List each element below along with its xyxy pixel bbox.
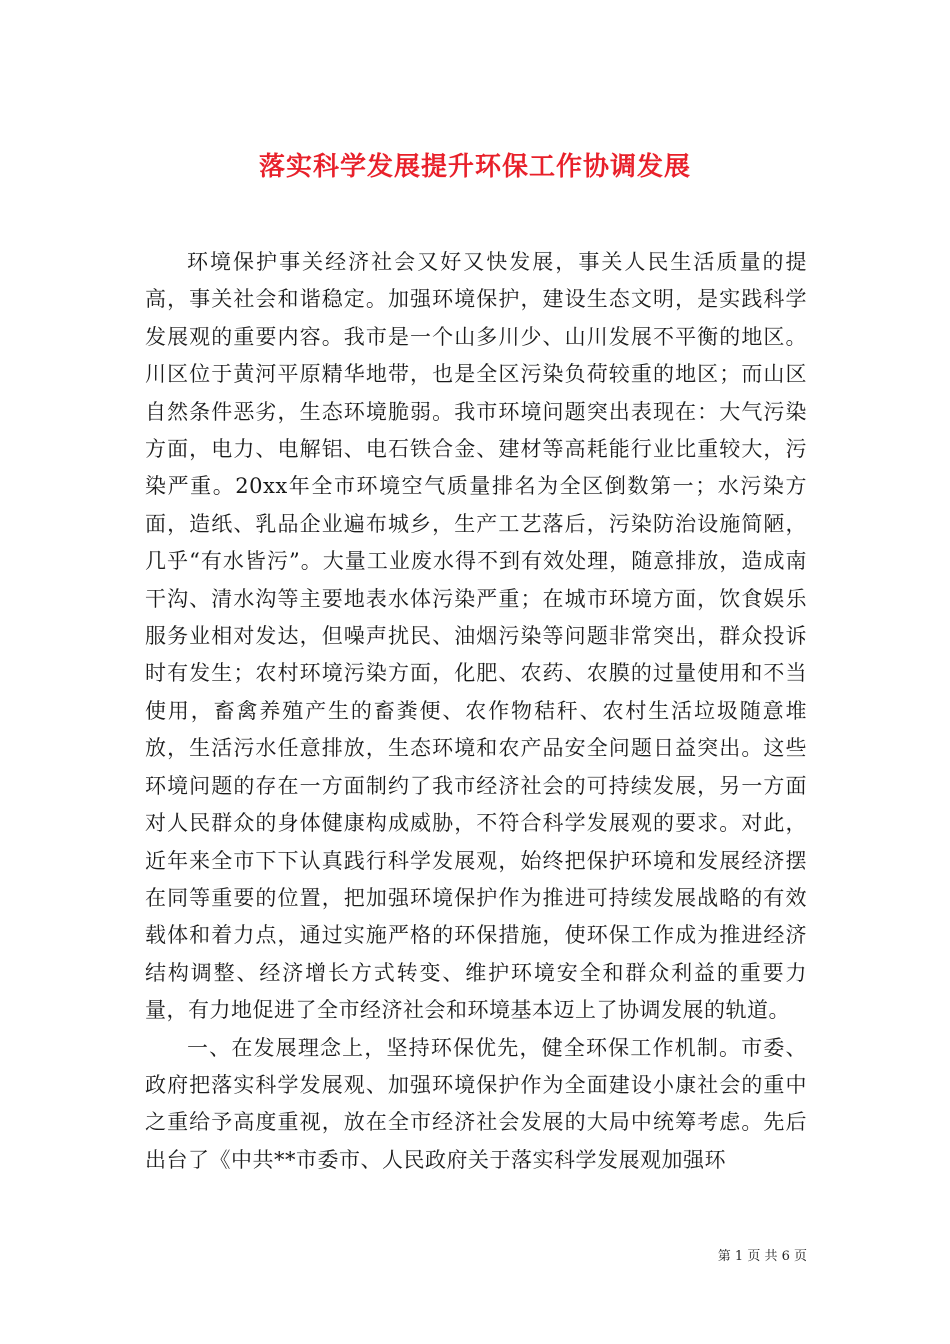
document-body [145, 244, 807, 1179]
paragraph-section-1: 一、在发展理念上，坚持环保优先，健全环保工作机制。市委、政府把落实科学发展观、加强环境保护作为全面建设小康社会的重中之重给予高度重视，放在全市经济社会发展的大局中统筹考虑。先后出台了《中共**市委市、人民政府关于落实科学发展观加强环 [145, 1035, 807, 1172]
document-title: 落实科学发展提升环保工作协调发展 [258, 152, 691, 183]
paragraph-intro: 环境保护事关经济社会又好又快发展，事关人民生活质量的提高，事关社会和谐稳定。加强环境保护，建设生态文明，是实践科学发展观的重要内容。我市是一个山多川少、山川发展不平衡的地区。川区位于黄河平原精华地带，也是全区污染负荷较重的地区；而山区自然条件恶劣，生态环境脆弱。我市环境问题突出表现在：大气污染方面，电力、电解铝、电石铁合金、建材等高耗能行业比重较大，污染严重。20xx年全市环境空气质量排名为全区倒数第一；水污染方面，造纸、乳品企业遍布城乡，生产工艺落后，污染防治设施简陋，几乎“有水皆污”。大量工业废水得不到有效处理，随意排放，造成南干沟、清水沟等主要地表水体污染严重；在城市环境方面，饮食娱乐服务业相对发达，但噪声扰民、油烟污染等问题非常突出，群众投诉时有发生；农村环境污染方面，化肥、农药、农膜的过量使用和不当使用，畜禽养殖产生的畜粪便、农作物秸秆、农村生活垃圾随意堆放，生活污水任意排放，生态环境和农产品安全问题日益突出。这些环境问题的存在一方面制约了我市经济社会的可持续发展，另一方面对人民群众的身体健康构成威胁，不符合科学发展观的要求。对此，近年来全市下下认真践行科学发展观，始终把保护环境和发展经济摆在同等重要的位置，把加强环境保护作为推进可持续发展战略的有效载体和着力点，通过实施严格的环保措施，使环保工作成为推进经济结构调整、经济增长方式转变、维护环境安全和群众利益的重要力量，有力地促进了全市经济社会和环境基本迈上了协调发展的轨道。 [145, 250, 807, 1023]
page-number: 第 1 页 共 6 页 [717, 1249, 807, 1264]
